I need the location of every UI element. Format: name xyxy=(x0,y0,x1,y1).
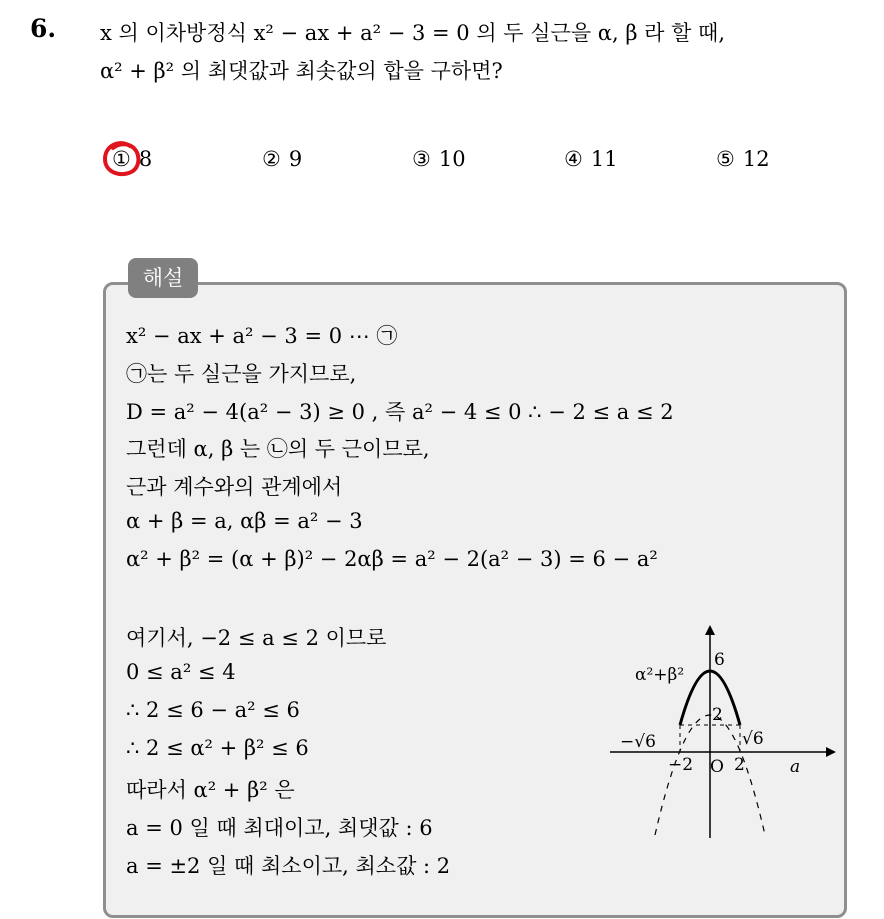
y-max-label: 6 xyxy=(714,650,725,670)
solution-line-1: x² − ax + a² − 3 = 0 ⋯ ㉠ xyxy=(126,324,398,348)
choice-4[interactable] xyxy=(564,147,618,171)
question-text-line-1: x 의 이차방정식 x² − ax + a² − 3 = 0 의 두 실근을 α, β 라 할 때, xyxy=(100,21,726,45)
solution-line-2: ㉠는 두 실근을 가지므로, xyxy=(126,362,357,386)
choice-2-value: 9 xyxy=(288,147,303,171)
choice-3-value: 10 xyxy=(438,147,466,171)
x-axis-label: a xyxy=(790,757,801,777)
origin-label: O xyxy=(710,757,724,777)
solution-line-9: 0 ≤ a² ≤ 4 xyxy=(126,660,236,684)
question-text-line-2: α² + β² 의 최댓값과 최솟값의 합을 구하면? xyxy=(100,59,503,83)
choice-1[interactable] xyxy=(112,147,152,171)
x-axis-arrow xyxy=(826,747,836,757)
choice-4-value: 11 xyxy=(590,147,618,171)
question-number: 6. xyxy=(30,14,57,43)
parabola-graph xyxy=(600,620,840,850)
solution-line-4: 그런데 α, β 는 ㉡의 두 근이므로, xyxy=(126,437,430,461)
solution-line-3: D = a² − 4(a² − 3) ≥ 0 , 즉 a² − 4 ≤ 0 ∴ − 2 ≤ a ≤ 2 xyxy=(126,400,674,424)
solution-line-14: a = ±2 일 때 최소이고, 최소값 : 2 xyxy=(126,854,451,878)
choice-2[interactable] xyxy=(262,147,302,171)
solution-line-11: ∴ 2 ≤ α² + β² ≤ 6 xyxy=(126,736,309,760)
y-axis-arrow xyxy=(705,625,715,635)
choice-2-mark: ② xyxy=(262,147,281,171)
root-pos-label: √6 xyxy=(742,729,764,749)
solution-line-12: 따라서 α² + β² 은 xyxy=(126,778,295,802)
choice-5[interactable] xyxy=(716,147,770,171)
root-neg-label: −√6 xyxy=(620,732,656,752)
solution-line-8: 여기서, −2 ≤ a ≤ 2 이므로 xyxy=(126,626,387,650)
x-neg-label: −2 xyxy=(668,755,694,775)
choice-1-mark: ① xyxy=(112,147,131,171)
choice-4-mark: ④ xyxy=(564,147,583,171)
choice-3-mark: ③ xyxy=(412,147,431,171)
solution-line-6: α + β = a, αβ = a² − 3 xyxy=(126,509,363,533)
x-pos-label: 2 xyxy=(734,755,745,775)
solution-line-13: a = 0 일 때 최대이고, 최댓값 : 6 xyxy=(126,816,433,840)
choice-1-value: 8 xyxy=(138,147,153,171)
choice-5-mark: ⑤ xyxy=(716,147,735,171)
curve-label: α²+β² xyxy=(635,665,685,685)
solution-tag: 해설 xyxy=(128,258,198,298)
solution-line-7: α² + β² = (α + β)² − 2αβ = a² − 2(a² − 3) = 6 − a² xyxy=(126,547,658,571)
solution-line-5: 근과 계수와의 관계에서 xyxy=(126,475,343,499)
choice-3[interactable] xyxy=(412,147,466,171)
choice-5-value: 12 xyxy=(742,147,770,171)
solution-line-10: ∴ 2 ≤ 6 − a² ≤ 6 xyxy=(126,698,300,722)
y-min-label: 2 xyxy=(712,705,723,725)
